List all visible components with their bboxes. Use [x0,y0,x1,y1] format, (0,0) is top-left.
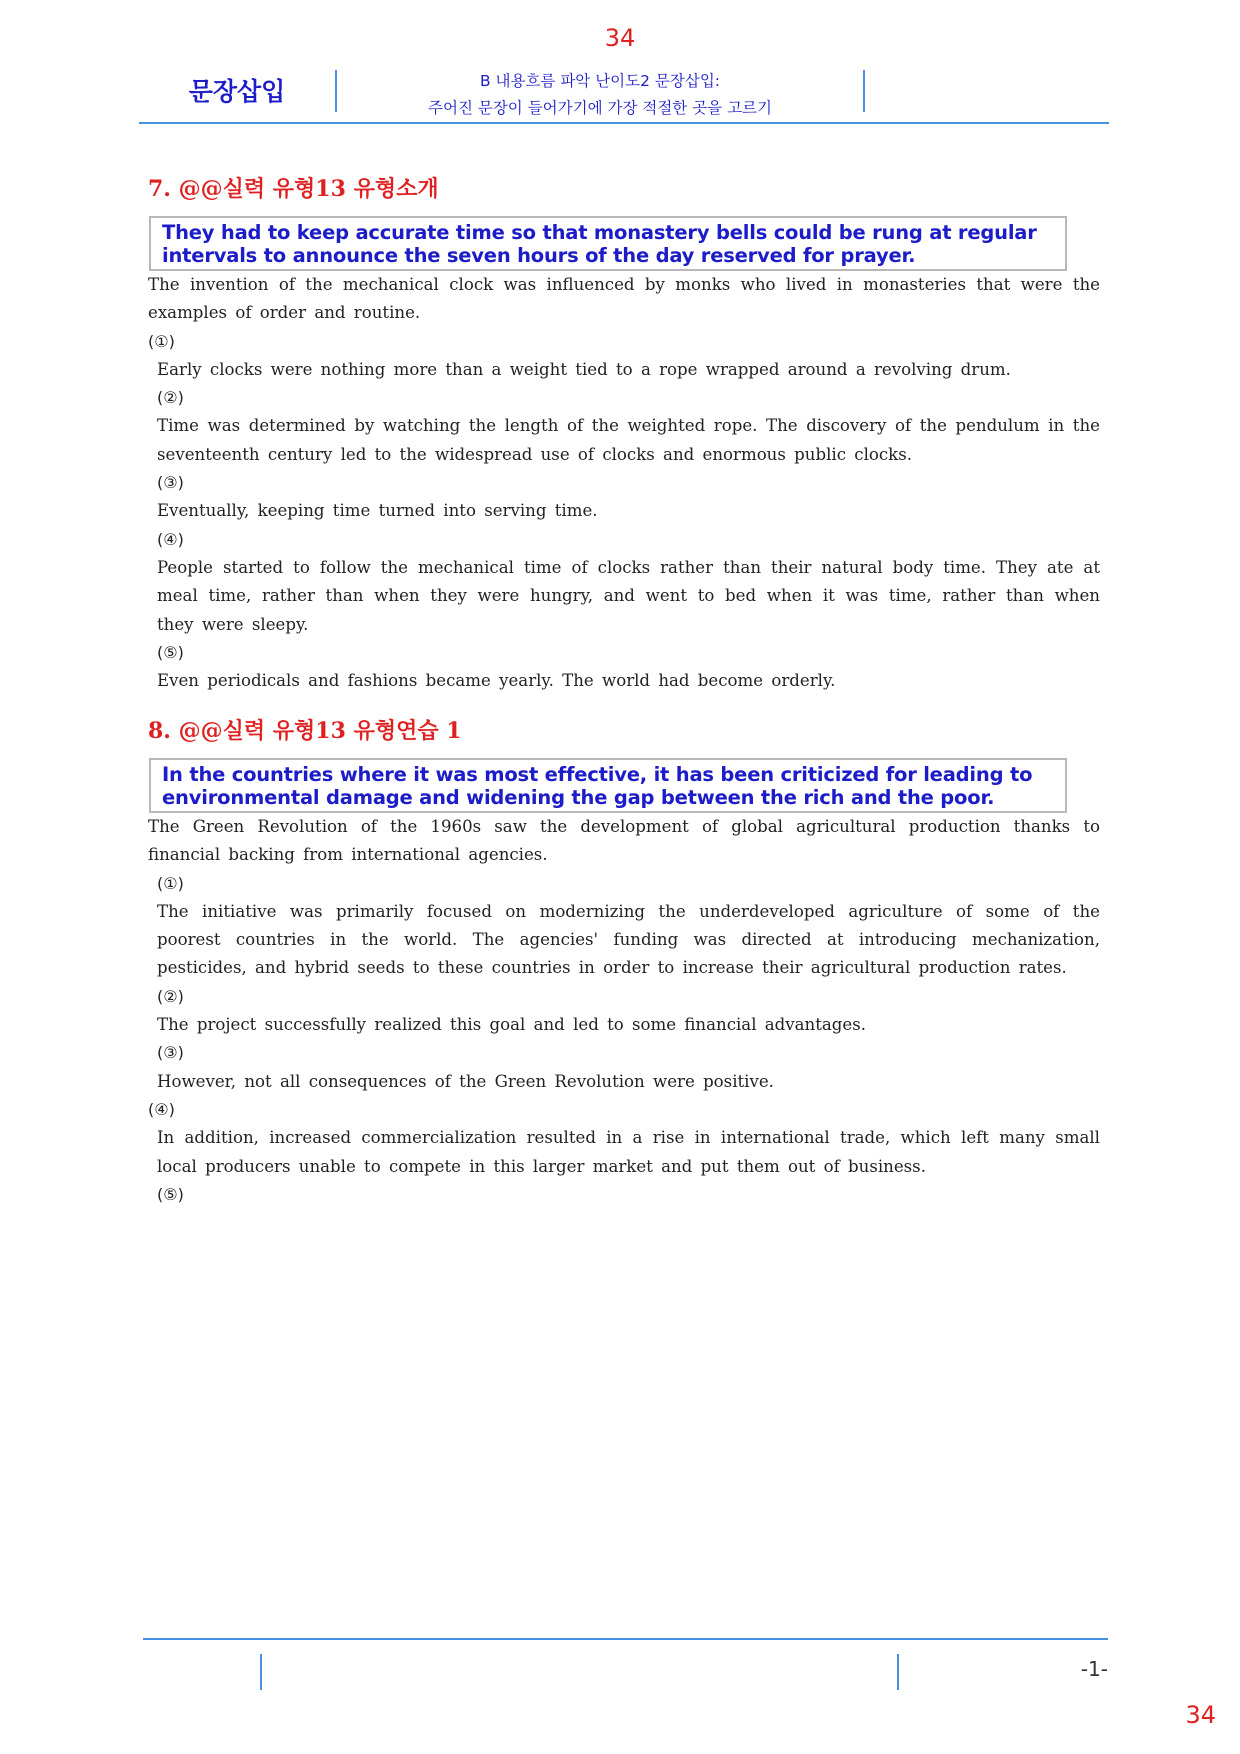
passage-paragraph: Even periodicals and fashions became yearly. The world had become orderly. [157,671,836,691]
passage-paragraph: In addition, increased commercialization resulted in a rise in international trade, which left many small local producers unable to compete in this larger market and put them out of business. [157,1128,1100,1176]
insertion-marker-3: (③) [157,1043,184,1063]
header-rule [139,122,1109,124]
header-desc-line1: B 내용흐름 파악 난이도2 문장삽입: [479,72,721,90]
question-title: 8. @@실력 유형13 유형연습 1 [148,718,462,744]
insertion-marker-1: (①) [157,873,184,893]
passage-paragraph: The project successfully realized this goal and led to some financial advantages. [157,1015,867,1035]
passage-paragraph: People started to follow the mechanical time of clocks rather than their natural body time. They ate at meal time, rather than when they were hungry, and went to bed when it was time, rather than when they were sleepy. [157,557,1100,634]
passage [148,813,1100,1209]
insertion-marker-2: (②) [157,388,184,408]
footer-divider-left [260,1654,262,1690]
header-title: 문장삽입 [188,77,286,106]
header-divider-left [335,70,337,112]
passage-paragraph: However, not all consequences of the Green Revolution were positive. [157,1071,774,1091]
question-8 [148,714,1100,1209]
insertion-marker-4: (④) [157,529,184,549]
passage-intro: The invention of the mechanical clock was influenced by monks who lived in monasteries that were the examples of order and routine. [148,275,1100,323]
insertion-marker-1: (①) [148,331,175,351]
insertion-marker-5: (⑤) [157,1184,184,1204]
passage-paragraph: The initiative was primarily focused on modernizing the underdeveloped agriculture of some of the poorest countries in the world. The agencies' funding was directed at introducing mechanization, pesticides, and hybrid seeds to these countries in order to increase their agricultural production rates. [157,901,1100,978]
page-number-bottom: 34 [1185,1701,1216,1729]
header-divider-right [863,70,865,112]
passage-paragraph: Early clocks were nothing more than a weight tied to a rope wrapped around a revolving drum. [157,359,1011,379]
question-7 [148,172,1100,695]
page-number-top: 34 [604,24,636,52]
passage-paragraph: Eventually, keeping time turned into serving time. [157,501,598,521]
footer-page-label: -1- [1080,1657,1108,1681]
footer-divider-right [897,1654,899,1690]
insertion-marker-5: (⑤) [157,642,184,662]
passage-intro: The Green Revolution of the 1960s saw the development of global agricultural production thanks to financial backing from international agencies. [148,817,1100,865]
passage [148,271,1100,695]
page-header [139,68,1109,123]
insertion-marker-2: (②) [157,986,184,1006]
given-sentence-box: They had to keep accurate time so that monastery bells could be rung at regular intervals to announce the seven hours of the day reserved for prayer. [149,216,1067,271]
given-sentence-box: In the countries where it was most effective, it has been criticized for leading to environmental damage and widening the gap between the rich and the poor. [149,758,1067,813]
header-desc-line2: 주어진 문장이 들어가기에 가장 적절한 곳을 고르기 [428,99,772,117]
footer-rule [143,1638,1108,1640]
insertion-marker-4: (④) [148,1099,175,1119]
insertion-marker-3: (③) [157,473,184,493]
passage-paragraph: Time was determined by watching the length of the weighted rope. The discovery of the pendulum in the seventeenth century led to the widespread use of clocks and enormous public clocks. [157,416,1100,464]
question-title: 7. @@실력 유형13 유형소개 [148,176,439,202]
header-description [339,68,861,122]
